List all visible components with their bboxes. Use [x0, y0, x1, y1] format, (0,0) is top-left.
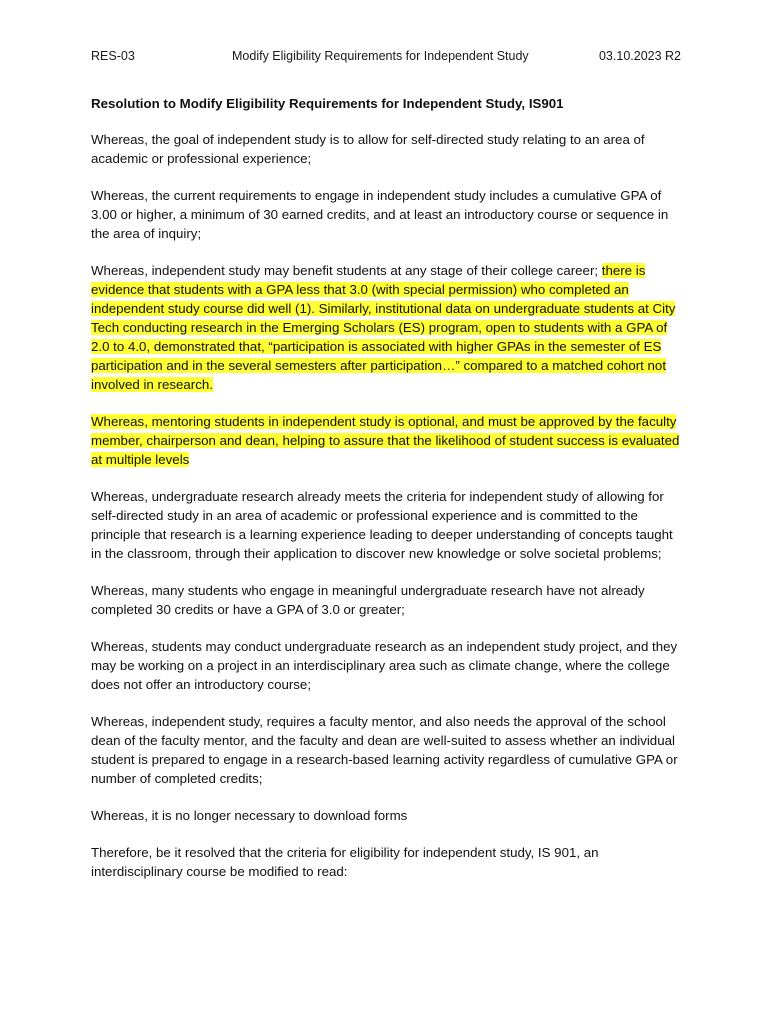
whereas-paragraph-7 — [91, 637, 683, 694]
paragraph-text: Whereas, undergraduate research already meets the criteria for independent study of allowing for self-directed study in an area of academic or professional experience and is committed to the principle that research is a learning experience leading to deeper understanding of concepts taught in the classroom, through their application to discover new knowledge or solve societal problems; — [91, 489, 673, 561]
whereas-paragraph-5 — [91, 487, 683, 563]
resolution-title: Resolution to Modify Eligibility Requirements for Independent Study, IS901 — [91, 96, 564, 111]
whereas-paragraph-4 — [91, 412, 683, 469]
whereas-paragraph-3 — [91, 261, 683, 394]
header-doc-date: 03.10.2023 R2 — [598, 49, 681, 63]
whereas-paragraph-6 — [91, 581, 683, 619]
highlighted-text: there is evidence that students with a GPA less that 3.0 (with special permission) who completed an independent study course did well (1). Similarly, institutional data on undergraduate students at City Tech conducting research in the Emerging Scholars (ES) program, open to students with a GPA of 2.0 to 4.0, demonstrated that, “participation is associated with higher GPAs in the semester of ES participation and in the several semesters after participation…” compared to a matched cohort not involved in research. — [91, 263, 676, 392]
paragraph-text: Whereas, many students who engage in meaningful undergraduate research have not already completed 30 credits or have a GPA of 3.0 or greater; — [91, 583, 645, 617]
paragraph-text: Whereas, independent study, requires a faculty mentor, and also needs the approval of the school dean of the faculty mentor, and the faculty and dean are well-suited to assess whether an individual student is prepared to engage in a research-based learning activity regardless of cumulative GPA or number of completed credits; — [91, 714, 678, 786]
paragraph-text: Whereas, the current requirements to engage in independent study includes a cumulative GPA of 3.00 or higher, a minimum of 30 earned credits, and at least an introductory course or sequence in the area of inquiry; — [91, 188, 669, 241]
header-doc-id: RES-03 — [91, 49, 135, 63]
highlighted-text: Whereas, mentoring students in independent study is optional, and must be approved by the faculty member, chairperson and dean, helping to assure that the likelihood of student success is evaluated at multiple levels — [91, 414, 680, 467]
paragraph-text: Whereas, students may conduct undergraduate research as an independent study project, and they may be working on a project in an interdisciplinary area such as climate change, where the college does not offer an introductory course; — [91, 639, 678, 692]
document-body — [91, 94, 683, 899]
paragraph-text: Whereas, it is no longer necessary to download forms — [91, 808, 408, 823]
whereas-paragraph-2 — [91, 186, 683, 243]
whereas-paragraph-8 — [91, 712, 683, 788]
page-header — [91, 47, 681, 67]
paragraph-text: Therefore, be it resolved that the criteria for eligibility for independent study, IS 901, an interdisciplinary course be modified to read: — [91, 845, 599, 879]
paragraph-text: Whereas, independent study may benefit students at any stage of their college career; — [91, 263, 602, 278]
whereas-paragraph-9 — [91, 806, 683, 825]
paragraph-text: Whereas, the goal of independent study is to allow for self-directed study relating to an area of academic or professional experience; — [91, 132, 645, 166]
whereas-paragraph-1 — [91, 130, 683, 168]
resolved-paragraph — [91, 843, 683, 881]
header-doc-title: Modify Eligibility Requirements for Independent Study — [232, 49, 529, 63]
